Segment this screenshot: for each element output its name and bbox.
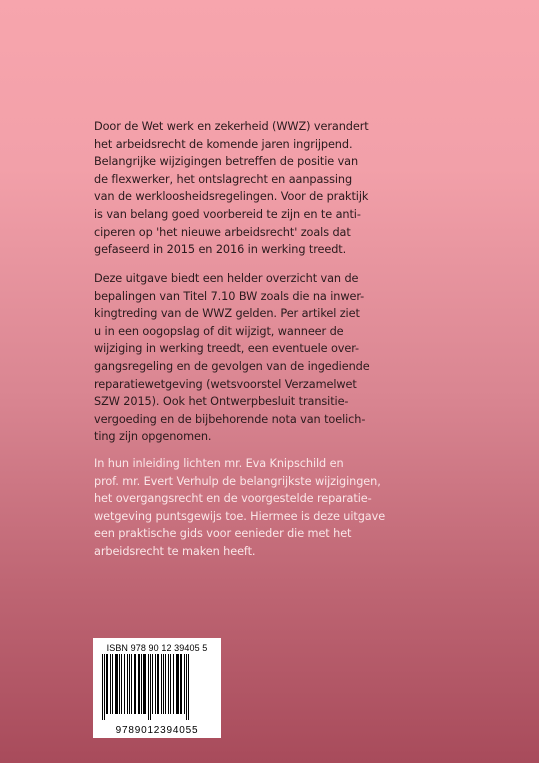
barcode-bar: [173, 654, 174, 714]
text-line: wetgeving puntsgewijs toe. Hiermee is deze uitgave: [94, 509, 386, 523]
text-line: van de werkloosheidsregelingen. Voor de praktijk: [94, 190, 369, 204]
barcode-bar: [106, 654, 108, 714]
text-line: het arbeidsrecht de komende jaren ingrijpend.: [94, 137, 353, 151]
barcode-bar: [168, 654, 169, 714]
text-line: is van belang goed voorbereid te zijn en te anti-: [94, 207, 361, 221]
barcode-bar: [188, 654, 189, 720]
barcode-bar: [104, 654, 105, 720]
text-line: een praktische gids voor eenieder die met het: [94, 527, 352, 541]
barcode-bar: [141, 654, 142, 714]
author-paragraph: [94, 455, 424, 561]
barcode-bar: [180, 654, 182, 714]
text-line: arbeidsrecht te maken heeft.: [94, 544, 256, 558]
text-line: de flexwerker, het ontslagrecht en aanpassing: [94, 172, 353, 186]
barcode-bar: [152, 654, 153, 714]
barcode-bar: [155, 654, 156, 714]
text-line: Belangrijke wijzigingen betreffen de positie van: [94, 155, 359, 169]
text-line: prof. mr. Evert Verhulp de belangrijkste wijzigingen,: [94, 474, 381, 488]
barcode-bar: [127, 654, 128, 714]
barcode-bar: [134, 654, 136, 714]
text-line: gangsregeling en de gevolgen van de ingediende: [94, 359, 370, 373]
text-line: ting zijn opgenomen.: [94, 430, 212, 444]
barcode-bar: [161, 654, 162, 714]
text-line: Deze uitgave biedt een helder overzicht van de: [94, 272, 359, 285]
barcode-bar: [112, 654, 113, 714]
barcode-bar: [163, 654, 164, 714]
barcode-bar: [165, 654, 166, 714]
text-line: vergoeding en de bijbehorende nota van toelich-: [94, 412, 366, 426]
barcode-bar: [129, 654, 130, 714]
barcode-bar: [184, 654, 185, 714]
text-line: kingtreding van de WWZ gelden. Per artikel ziet: [94, 307, 360, 321]
text-line: bepalingen van Titel 7.10 BW zoals die na inwer-: [94, 289, 365, 303]
barcode-bars: [101, 654, 213, 720]
text-line: Door de Wet werk en zekerheid (WWZ) verandert: [94, 120, 369, 133]
barcode-bar: [176, 654, 179, 714]
barcode-bar: [119, 654, 120, 714]
text-line: reparatiewetgeving (wetsvoorstel Verzamelwet: [94, 377, 357, 391]
text-line: In hun inleiding lichten mr. Eva Knipschild en: [94, 457, 344, 470]
barcode-digits: 9789012394055: [115, 725, 199, 736]
barcode-bar: [186, 654, 187, 720]
text-line: u in een oogopslag of dit wijzigt, wanneer de: [94, 324, 344, 338]
text-line: SZW 2015). Ook het Ontwerpbesluit transitie-: [94, 395, 349, 409]
barcode-bar: [121, 654, 122, 714]
text-line: gefaseerd in 2015 en 2016 in werking treedt.: [94, 243, 347, 257]
barcode-bar: [138, 654, 140, 714]
barcode-bar: [150, 654, 151, 720]
barcode-bar: [102, 654, 103, 720]
barcode-bar: [110, 654, 111, 714]
text-line: wijziging in werking treedt, een eventuele over-: [94, 342, 360, 356]
isbn-barcode: [93, 638, 221, 738]
barcode-bar: [124, 654, 125, 714]
barcode-bar: [148, 654, 149, 720]
barcode-bar: [115, 654, 118, 714]
barcode-bar: [131, 654, 132, 714]
barcode-bar: [143, 654, 146, 714]
isbn-label: ISBN 978 90 12 39405 5: [106, 643, 208, 653]
text-line: het overgangsrecht en de voorgestelde reparatie-: [94, 492, 372, 506]
barcode-bar: [157, 654, 159, 714]
description-paragraph-1: [94, 118, 424, 259]
text-line: ciperen op 'het nieuwe arbeidsrecht' zoals dat: [94, 225, 351, 239]
barcode-bar: [170, 654, 171, 714]
description-paragraph-2: [94, 270, 424, 446]
